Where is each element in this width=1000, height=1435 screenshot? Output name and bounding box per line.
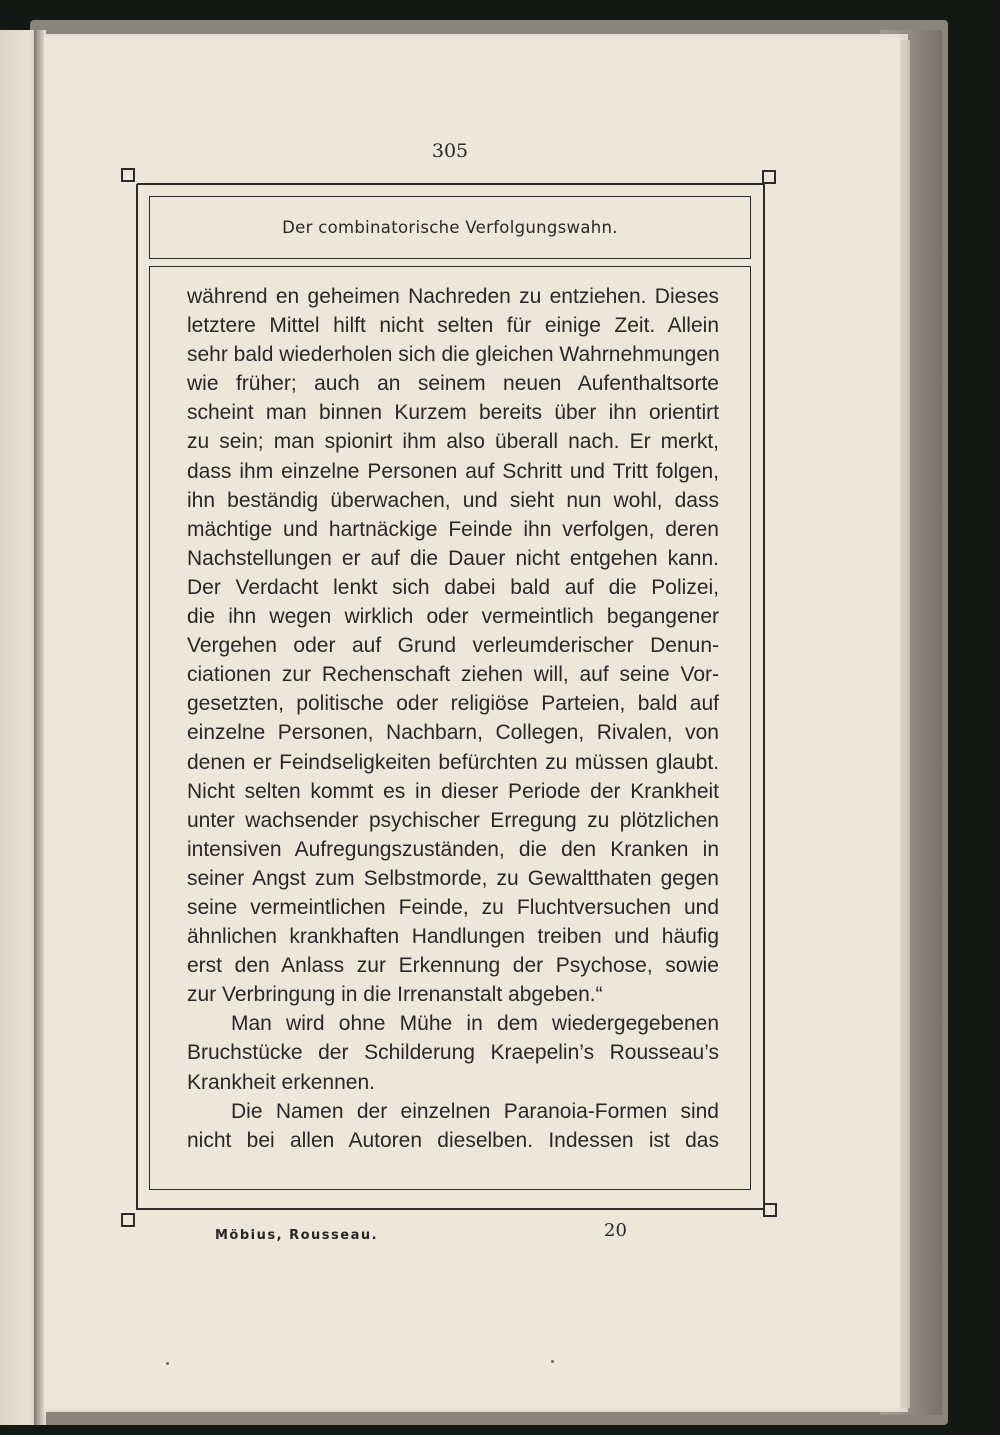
body-line: Die Namen der einzelnen Paranoia-Formen sind <box>231 1099 719 1123</box>
frame-corner-bottom-right <box>763 1203 777 1217</box>
body-line: erst den Anlass zur Erkennung der Psychose, sowie <box>187 954 719 978</box>
body-line: nicht bei allen Autoren dieselben. Indessen ist das <box>187 1128 719 1152</box>
footer-author: Möbius, Rousseau. <box>215 1228 379 1243</box>
paper-speck <box>166 1362 169 1365</box>
body-line: seiner Angst zum Selbstmorde, zu Gewaltthaten gegen <box>187 866 719 890</box>
body-line: Man wird ohne Mühe in dem wiedergegebenen <box>231 1012 719 1036</box>
body-line: Bruchstücke der Schilderung Kraepelin’s Rousseau’s <box>187 1041 719 1065</box>
paper-speck <box>551 1360 554 1363</box>
body-line: Krankheit erkennen. <box>187 1070 375 1094</box>
frame-corner-top-left <box>121 168 135 182</box>
body-line: wie früher; auch an seinem neuen Aufenthaltsorte <box>187 372 719 396</box>
frame-left-line <box>136 184 138 1210</box>
body-line: ciationen zur Rechenschaft ziehen will, auf seine Vor- <box>187 663 719 687</box>
body-line: zu sein; man spionirt ihm also überall nach. Er merkt, <box>187 430 719 454</box>
body-line: mächtige und hartnäckige Feinde ihn verfolgen, deren <box>187 517 719 541</box>
footer-signature-number: 20 <box>604 1220 627 1241</box>
frame-corner-top-right <box>762 170 776 184</box>
frame-bottom-line <box>137 1208 765 1210</box>
body-line: Vergehen oder auf Grund verleumderischer Denun- <box>187 634 719 658</box>
frame-right-line <box>763 184 765 1210</box>
body-line: ähnlichen krankhaften Handlungen treiben und häufig <box>187 925 719 949</box>
running-head-box <box>149 196 751 259</box>
body-line: einzelne Personen, Nachbarn, Collegen, Rivalen, von <box>187 721 719 745</box>
body-line: Nicht selten kommt es in dieser Periode der Krankheit <box>187 779 719 803</box>
body-line: während en geheimen Nachreden zu entziehen. Dieses <box>187 285 719 308</box>
running-head: Der combinatorische Verfolgungswahn. <box>282 218 618 237</box>
body-line: denen er Feindseligkeiten befürchten zu müssen glaubt. <box>187 750 719 774</box>
body-line: die ihn wegen wirklich oder vermeintlich begangener <box>187 605 719 629</box>
frame-top-line <box>137 183 765 185</box>
body-line: Der Verdacht lenkt sich dabei bald auf die Polizei, <box>187 575 719 599</box>
body-line: dass ihm einzelne Personen auf Schritt und Tritt folgen, <box>187 459 719 483</box>
body-line: ihn beständig überwachen, und sieht nun wohl, dass <box>187 488 719 512</box>
body-line: zur Verbringung in die Irrenanstalt abgeben.“ <box>187 983 603 1007</box>
body-line: Nachstellungen er auf die Dauer nicht entgehen kann. <box>187 546 719 570</box>
body-line: sehr bald wiederholen sich die gleichen Wahrnehmungen <box>187 343 720 367</box>
page-fore-edge <box>900 40 910 1408</box>
frame-corner-bottom-left <box>121 1213 135 1227</box>
body-line: letztere Mittel hilft nicht selten für einige Zeit. Allein <box>187 314 719 338</box>
body-line: seine vermeintlichen Feinde, zu Fluchtversuchen und <box>187 895 719 919</box>
body-line: scheint man binnen Kurzem bereits über ihn orientirt <box>187 401 719 425</box>
body-line: unter wachsender psychischer Erregung zu plötzlichen <box>187 808 719 832</box>
page-number: 305 <box>431 140 469 162</box>
body-text <box>187 282 719 1155</box>
body-line: gesetzten, politische oder religiöse Parteien, bald auf <box>187 692 719 716</box>
body-line: intensiven Aufregungszuständen, die den Kranken in <box>187 837 719 861</box>
